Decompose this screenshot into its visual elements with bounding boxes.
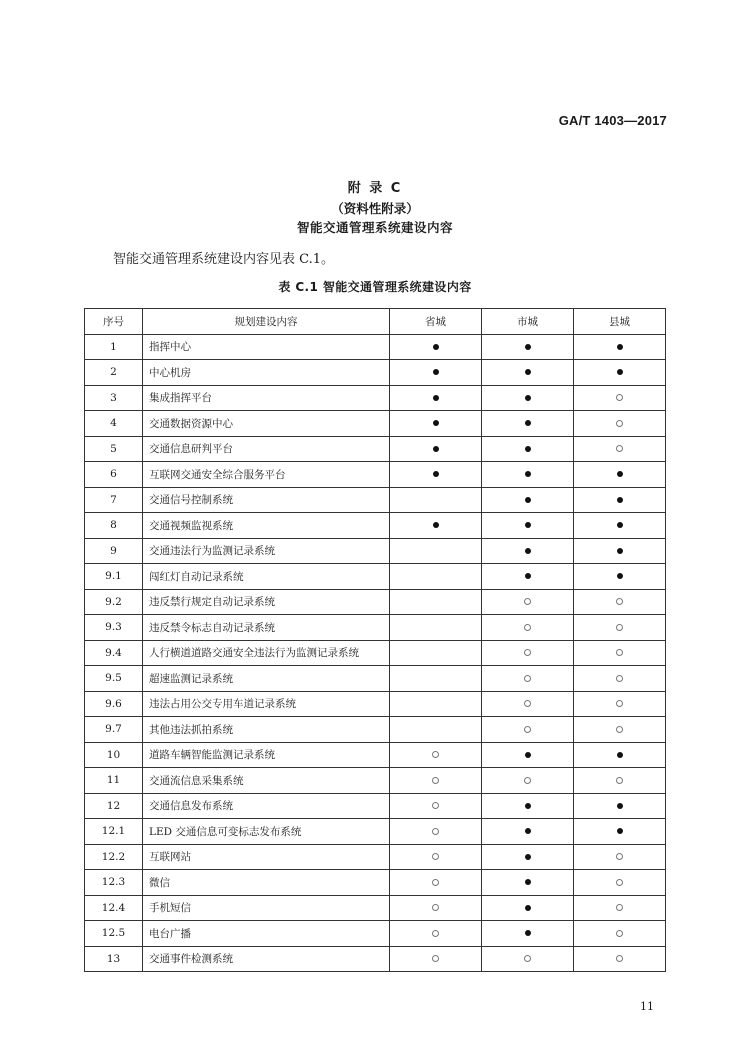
hollow-circle-icon xyxy=(616,726,623,733)
cell-county xyxy=(574,742,666,768)
row-item: 中心机房 xyxy=(143,360,390,386)
hollow-circle-icon xyxy=(524,624,531,631)
hollow-circle-icon xyxy=(616,624,623,631)
cell-county xyxy=(574,436,666,462)
hollow-circle-icon xyxy=(616,675,623,682)
row-number: 2 xyxy=(85,360,143,386)
hollow-circle-icon xyxy=(616,598,623,605)
cell-county xyxy=(574,793,666,819)
table-row xyxy=(85,895,666,921)
filled-dot-icon xyxy=(433,522,439,528)
table-row xyxy=(85,946,666,972)
row-item: 其他违法抓拍系统 xyxy=(143,717,390,743)
filled-dot-icon xyxy=(525,573,531,579)
cell-county xyxy=(574,946,666,972)
cell-county xyxy=(574,921,666,947)
cell-province xyxy=(390,411,482,437)
filled-dot-icon xyxy=(525,471,531,477)
filled-dot-icon xyxy=(525,395,531,401)
table-row xyxy=(85,717,666,743)
row-number: 13 xyxy=(85,946,143,972)
hollow-circle-icon xyxy=(524,649,531,656)
row-number: 8 xyxy=(85,513,143,539)
filled-dot-icon xyxy=(525,497,531,503)
cell-province xyxy=(390,691,482,717)
cell-county xyxy=(574,564,666,590)
cell-province xyxy=(390,870,482,896)
filled-dot-icon xyxy=(525,930,531,936)
hollow-circle-icon xyxy=(616,445,623,452)
row-item: 闯红灯自动记录系统 xyxy=(143,564,390,590)
filled-dot-icon xyxy=(525,548,531,554)
cell-county xyxy=(574,819,666,845)
table-row xyxy=(85,819,666,845)
table-row xyxy=(85,768,666,794)
hollow-circle-icon xyxy=(616,955,623,962)
cell-county xyxy=(574,768,666,794)
cell-city xyxy=(482,768,574,794)
filled-dot-icon xyxy=(433,446,439,452)
hollow-circle-icon xyxy=(524,598,531,605)
table-row xyxy=(85,385,666,411)
row-number: 9.4 xyxy=(85,640,143,666)
cell-province xyxy=(390,615,482,641)
cell-county xyxy=(574,666,666,692)
row-item: 道路车辆智能监测记录系统 xyxy=(143,742,390,768)
table-row xyxy=(85,640,666,666)
cell-province xyxy=(390,564,482,590)
hollow-circle-icon xyxy=(616,777,623,784)
row-item: 交通视频监视系统 xyxy=(143,513,390,539)
intro-paragraph: 智能交通管理系统建设内容见表 C.1。 xyxy=(113,252,335,267)
row-number: 4 xyxy=(85,411,143,437)
cell-county xyxy=(574,589,666,615)
row-item: 交通信息发布系统 xyxy=(143,793,390,819)
row-number: 12.2 xyxy=(85,844,143,870)
row-number: 9.1 xyxy=(85,564,143,590)
cell-city xyxy=(482,360,574,386)
cell-county xyxy=(574,691,666,717)
page-number: 11 xyxy=(640,1000,654,1013)
cell-province xyxy=(390,334,482,360)
row-item: LED 交通信息可变标志发布系统 xyxy=(143,819,390,845)
table-row xyxy=(85,666,666,692)
cell-county xyxy=(574,513,666,539)
cell-city xyxy=(482,538,574,564)
hollow-circle-icon xyxy=(524,700,531,707)
row-item: 违反禁令标志自动记录系统 xyxy=(143,615,390,641)
hollow-circle-icon xyxy=(616,904,623,911)
row-item: 微信 xyxy=(143,870,390,896)
cell-city xyxy=(482,666,574,692)
row-item: 交通信息研判平台 xyxy=(143,436,390,462)
cell-county xyxy=(574,487,666,513)
cell-city xyxy=(482,589,574,615)
row-number: 9 xyxy=(85,538,143,564)
hollow-circle-icon xyxy=(432,802,439,809)
row-item: 交通信号控制系统 xyxy=(143,487,390,513)
cell-city xyxy=(482,615,574,641)
cell-city xyxy=(482,946,574,972)
row-number: 7 xyxy=(85,487,143,513)
row-number: 9.2 xyxy=(85,589,143,615)
table-row xyxy=(85,513,666,539)
cell-city xyxy=(482,819,574,845)
row-number: 10 xyxy=(85,742,143,768)
filled-dot-icon xyxy=(525,854,531,860)
row-item: 违反禁行规定自动记录系统 xyxy=(143,589,390,615)
filled-dot-icon xyxy=(617,573,623,579)
cell-province xyxy=(390,436,482,462)
cell-city xyxy=(482,385,574,411)
appendix-name: 智能交通管理系统建设内容 xyxy=(296,220,453,235)
filled-dot-icon xyxy=(617,369,623,375)
cell-province xyxy=(390,717,482,743)
header-city: 市城 xyxy=(482,309,574,335)
table-caption: 表 C.1 智能交通管理系统建设内容 xyxy=(278,280,472,294)
hollow-circle-icon xyxy=(524,726,531,733)
cell-province xyxy=(390,589,482,615)
filled-dot-icon xyxy=(525,420,531,426)
cell-county xyxy=(574,385,666,411)
row-number: 1 xyxy=(85,334,143,360)
cell-province xyxy=(390,742,482,768)
table-header-row xyxy=(85,309,666,335)
cell-province xyxy=(390,462,482,488)
cell-city xyxy=(482,462,574,488)
hollow-circle-icon xyxy=(616,649,623,656)
hollow-circle-icon xyxy=(616,853,623,860)
row-number: 12 xyxy=(85,793,143,819)
filled-dot-icon xyxy=(433,369,439,375)
row-item: 互联网站 xyxy=(143,844,390,870)
hollow-circle-icon xyxy=(432,751,439,758)
cell-county xyxy=(574,538,666,564)
filled-dot-icon xyxy=(433,471,439,477)
cell-province xyxy=(390,895,482,921)
header-county: 县城 xyxy=(574,309,666,335)
appendix-subtitle: （资料性附录） xyxy=(331,201,419,216)
hollow-circle-icon xyxy=(616,930,623,937)
row-number: 12.4 xyxy=(85,895,143,921)
hollow-circle-icon xyxy=(432,930,439,937)
row-item: 互联网交通安全综合服务平台 xyxy=(143,462,390,488)
cell-province xyxy=(390,513,482,539)
row-item: 人行横道道路交通安全违法行为监测记录系统 xyxy=(143,640,390,666)
filled-dot-icon xyxy=(525,879,531,885)
filled-dot-icon xyxy=(525,344,531,350)
cell-county xyxy=(574,462,666,488)
row-number: 12.1 xyxy=(85,819,143,845)
hollow-circle-icon xyxy=(432,777,439,784)
header-no: 序号 xyxy=(85,309,143,335)
cell-province xyxy=(390,538,482,564)
filled-dot-icon xyxy=(525,828,531,834)
cell-county xyxy=(574,870,666,896)
row-item: 交通数据资源中心 xyxy=(143,411,390,437)
content-table xyxy=(84,308,666,972)
header-item: 规划建设内容 xyxy=(143,309,390,335)
filled-dot-icon xyxy=(525,752,531,758)
cell-province xyxy=(390,385,482,411)
cell-city xyxy=(482,411,574,437)
cell-province xyxy=(390,768,482,794)
row-item: 手机短信 xyxy=(143,895,390,921)
row-number: 9.3 xyxy=(85,615,143,641)
cell-province xyxy=(390,640,482,666)
row-number: 5 xyxy=(85,436,143,462)
hollow-circle-icon xyxy=(432,853,439,860)
header-province: 省城 xyxy=(390,309,482,335)
hollow-circle-icon xyxy=(524,675,531,682)
cell-province xyxy=(390,946,482,972)
cell-province xyxy=(390,487,482,513)
row-item: 交通事件检测系统 xyxy=(143,946,390,972)
table-row xyxy=(85,793,666,819)
row-item: 指挥中心 xyxy=(143,334,390,360)
table-row xyxy=(85,615,666,641)
cell-city xyxy=(482,793,574,819)
row-number: 11 xyxy=(85,768,143,794)
row-item: 电台广播 xyxy=(143,921,390,947)
table-row xyxy=(85,487,666,513)
filled-dot-icon xyxy=(433,395,439,401)
filled-dot-icon xyxy=(433,420,439,426)
table-row xyxy=(85,564,666,590)
table-row xyxy=(85,589,666,615)
cell-county xyxy=(574,334,666,360)
hollow-circle-icon xyxy=(432,955,439,962)
table-row xyxy=(85,742,666,768)
hollow-circle-icon xyxy=(524,777,531,784)
appendix-title: 附 录 C xyxy=(347,181,403,196)
cell-city xyxy=(482,691,574,717)
cell-county xyxy=(574,895,666,921)
filled-dot-icon xyxy=(525,446,531,452)
filled-dot-icon xyxy=(617,803,623,809)
hollow-circle-icon xyxy=(616,879,623,886)
cell-county xyxy=(574,717,666,743)
hollow-circle-icon xyxy=(524,955,531,962)
table-row xyxy=(85,844,666,870)
cell-province xyxy=(390,666,482,692)
cell-city xyxy=(482,844,574,870)
cell-county xyxy=(574,640,666,666)
table-row xyxy=(85,462,666,488)
filled-dot-icon xyxy=(525,803,531,809)
cell-city xyxy=(482,513,574,539)
filled-dot-icon xyxy=(617,828,623,834)
row-item: 违法占用公交专用车道记录系统 xyxy=(143,691,390,717)
cell-city xyxy=(482,436,574,462)
cell-city xyxy=(482,334,574,360)
filled-dot-icon xyxy=(617,344,623,350)
cell-city xyxy=(482,487,574,513)
hollow-circle-icon xyxy=(616,394,623,401)
table-row xyxy=(85,538,666,564)
filled-dot-icon xyxy=(525,369,531,375)
row-number: 12.5 xyxy=(85,921,143,947)
table-row xyxy=(85,411,666,437)
row-item: 集成指挥平台 xyxy=(143,385,390,411)
cell-county xyxy=(574,615,666,641)
row-item: 超速监测记录系统 xyxy=(143,666,390,692)
hollow-circle-icon xyxy=(616,420,623,427)
cell-county xyxy=(574,844,666,870)
filled-dot-icon xyxy=(617,522,623,528)
cell-city xyxy=(482,564,574,590)
cell-county xyxy=(574,411,666,437)
hollow-circle-icon xyxy=(432,879,439,886)
table-row xyxy=(85,360,666,386)
cell-city xyxy=(482,717,574,743)
table-row xyxy=(85,691,666,717)
cell-county xyxy=(574,360,666,386)
cell-city xyxy=(482,921,574,947)
cell-city xyxy=(482,870,574,896)
hollow-circle-icon xyxy=(432,904,439,911)
hollow-circle-icon xyxy=(616,700,623,707)
cell-province xyxy=(390,921,482,947)
standard-code: GA/T 1403—2017 xyxy=(558,113,667,128)
table-row xyxy=(85,870,666,896)
row-number: 9.6 xyxy=(85,691,143,717)
row-number: 3 xyxy=(85,385,143,411)
row-number: 12.3 xyxy=(85,870,143,896)
filled-dot-icon xyxy=(617,497,623,503)
filled-dot-icon xyxy=(525,522,531,528)
filled-dot-icon xyxy=(617,471,623,477)
table-row xyxy=(85,334,666,360)
cell-province xyxy=(390,793,482,819)
table-row xyxy=(85,921,666,947)
filled-dot-icon xyxy=(525,905,531,911)
row-number: 9.7 xyxy=(85,717,143,743)
row-number: 9.5 xyxy=(85,666,143,692)
filled-dot-icon xyxy=(617,548,623,554)
cell-city xyxy=(482,742,574,768)
cell-province xyxy=(390,360,482,386)
cell-province xyxy=(390,844,482,870)
filled-dot-icon xyxy=(617,752,623,758)
cell-city xyxy=(482,640,574,666)
row-item: 交通流信息采集系统 xyxy=(143,768,390,794)
cell-city xyxy=(482,895,574,921)
cell-province xyxy=(390,819,482,845)
table-body xyxy=(85,334,666,972)
row-number: 6 xyxy=(85,462,143,488)
table-row xyxy=(85,436,666,462)
filled-dot-icon xyxy=(433,344,439,350)
row-item: 交通违法行为监测记录系统 xyxy=(143,538,390,564)
hollow-circle-icon xyxy=(432,828,439,835)
